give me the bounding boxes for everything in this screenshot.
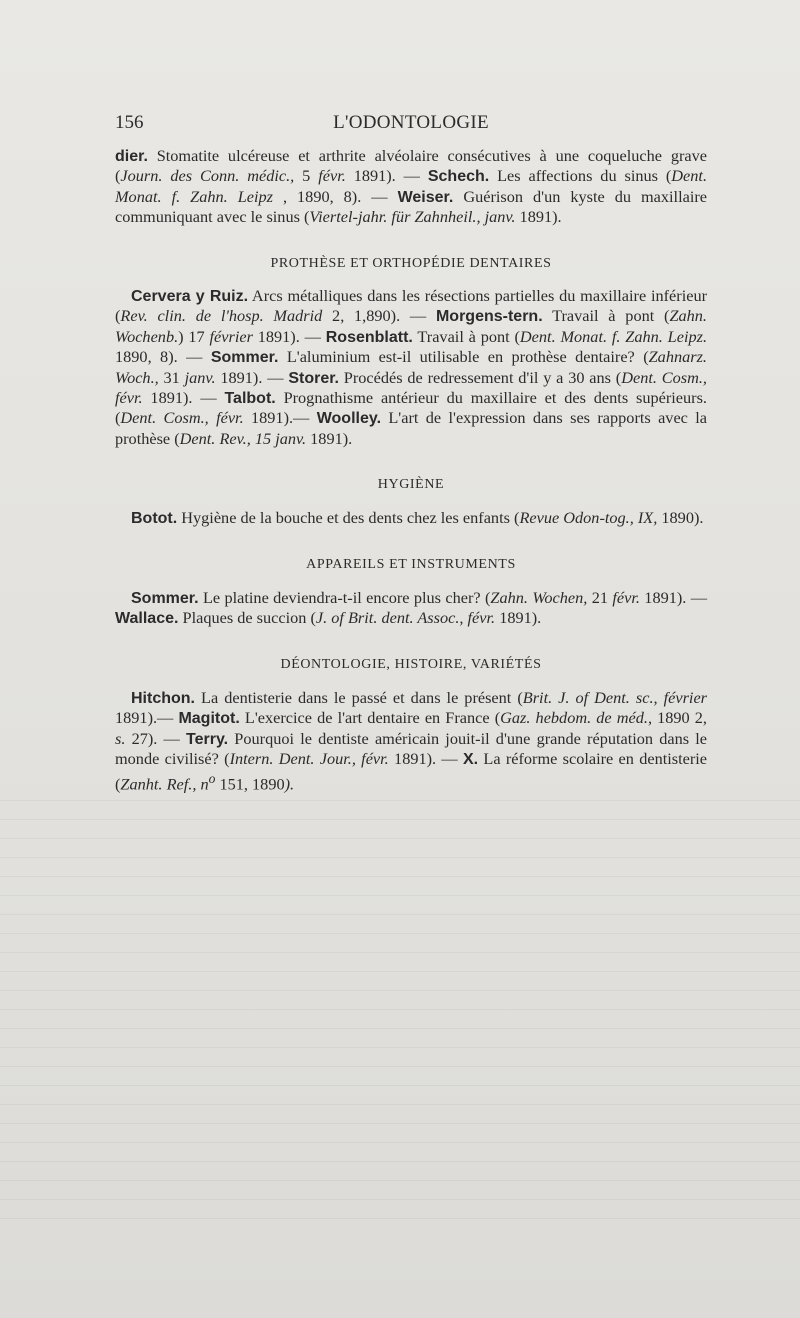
continued-paragraph: dier. Stomatite ulcéreuse et arthrite alvéolaire consécutives à une coqueluche grave (Journ. des Conn. médic., 5 févr. 1891). — Schech. Les affections du sinus (Dent. Monat. f. Zahn. Leipz , 1890, 8). — Weiser. Guérison d'un kyste du maxillaire communiquant avec le sinus (Viertel-jahr. für Zahnheil., janv. 1891). <box>115 146 708 227</box>
section-heading-deontologie: DÉONTOLOGIE, HISTOIRE, VARIÉTÉS <box>280 657 542 673</box>
show-through-texture <box>0 800 800 1230</box>
page-header <box>115 112 707 142</box>
section-heading-hygiene: HYGIÈNE <box>377 477 445 493</box>
section-paragraph-prothese: Cervera y Ruiz. Arcs métalliques dans les résections partielles du maxillaire inférieur (Rev. clin. de l'hosp. Madrid 2, 1,890). — Morgens-tern. Travail à pont (Zahn. Wochenb.) 17 février 1891). — Rosenblatt. Travail à pont (Dent. Monat. f. Zahn. Leipz. 1890, 8). — Sommer. L'aluminium est-il utilisable en prothèse dentaire? (Zahnarz. Woch., 31 janv. 1891). — Storer. Procédés de redressement d'il y a 30 ans (Dent. Cosm., févr. 1891). — Talbot. Prognathisme antérieur du maxillaire et des dents supérieurs. (Dent. Cosm., févr. 1891).— Woolley. L'art de l'expression dans ses rapports avec la prothèse (Dent. Rev., 15 janv. 1891). <box>115 286 708 448</box>
running-title: L'ODONTOLOGIE <box>333 112 489 133</box>
section-paragraph-appareils: Sommer. Le platine deviendra-t-il encore plus cher? (Zahn. Wochen, 21 févr. 1891). — Wallace. Plaques de succion (J. of Brit. dent. Assoc., févr. 1891). <box>115 587 707 627</box>
section-paragraph-hygiene: Botot. Hygiène de la bouche et des dents chez les enfants (Revue Odon-tog., IX, 1890). <box>131 507 704 527</box>
section-heading-prothese: PROTHÈSE ET ORTHOPÉDIE DENTAIRES <box>270 255 552 271</box>
page-body <box>115 146 707 794</box>
section-heading-appareils: APPAREILS ET INSTRUMENTS <box>306 557 516 573</box>
page-number: 156 <box>115 112 144 133</box>
section-paragraph-deontologie: Hitchon. La dentisterie dans le passé et dans le présent (Brit. J. of Dent. sc., février 1891).— Magitot. L'exercice de l'art dentaire en France (Gaz. hebdom. de méd., 1890 2, s. 27). — Terry. Pourquoi le dentiste américain jouit-il d'une grande réputation dans le monde civilisé? (Intern. Dent. Jour., févr. 1891). — X. La réforme scolaire en dentisterie (Zanht. Ref., $n^o$ 151, 1890). <box>115 687 708 794</box>
